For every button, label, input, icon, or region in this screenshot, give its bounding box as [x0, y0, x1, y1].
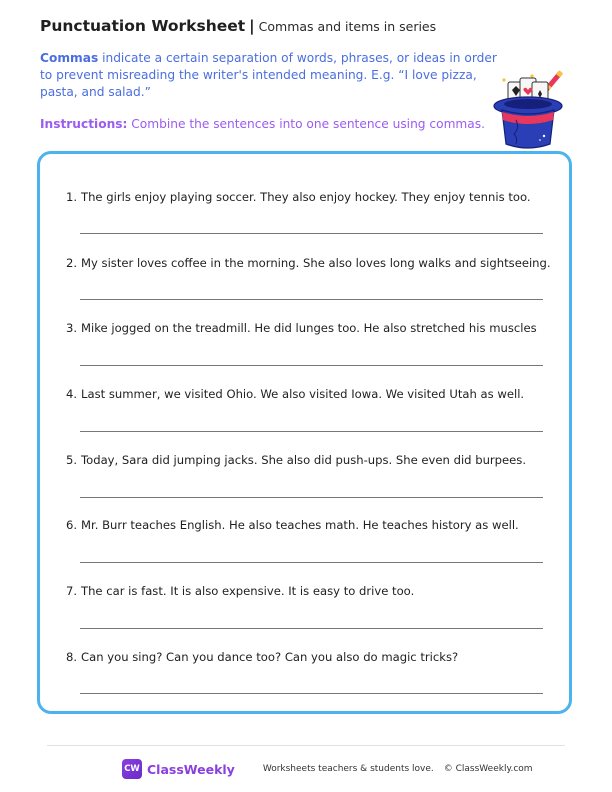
answer-line-5[interactable]	[80, 497, 543, 498]
question-text: My sister loves coffee in the morning. She also loves long walks and sightseeing.	[81, 256, 551, 270]
question-6	[66, 518, 519, 532]
instructions-text: Combine the sentences into one sentence using commas.	[127, 117, 485, 131]
footer-divider	[47, 745, 565, 746]
footer-copyright: © ClassWeekly.com	[443, 764, 533, 774]
question-number: 8.	[66, 650, 78, 664]
question-3	[66, 321, 537, 335]
question-number: 7.	[66, 584, 78, 598]
brand-name: ClassWeekly	[147, 761, 235, 777]
title-separator: |	[249, 17, 255, 35]
question-number: 6.	[66, 518, 78, 532]
answer-line-7[interactable]	[80, 628, 543, 629]
classweekly-logo-icon: CW	[122, 759, 142, 779]
question-text: The girls enjoy playing soccer. They also enjoy hockey. They enjoy tennis too.	[81, 190, 531, 204]
footer-tagline: Worksheets teachers & students love.	[262, 764, 434, 774]
answer-line-3[interactable]	[80, 365, 543, 366]
question-text: The car is fast. It is also expensive. It is easy to drive too.	[81, 584, 415, 598]
magic-hat-icon	[488, 66, 568, 150]
questions-box	[37, 151, 572, 714]
question-number: 5.	[66, 453, 78, 467]
question-5	[66, 453, 526, 467]
answer-line-6[interactable]	[80, 562, 543, 563]
question-text: Today, Sara did jumping jacks. She also did push-ups. She even did burpees.	[81, 453, 527, 467]
question-text: Mr. Burr teaches English. He also teaches math. He teaches history as well.	[81, 518, 519, 532]
answer-line-2[interactable]	[80, 299, 543, 300]
intro-keyword: Commas	[40, 51, 99, 65]
question-7	[66, 584, 414, 598]
worksheet-title: Punctuation Worksheet	[40, 17, 246, 35]
instructions	[40, 117, 485, 131]
question-number: 1.	[66, 190, 78, 204]
worksheet-subtitle: Commas and items in series	[258, 19, 437, 34]
answer-line-4[interactable]	[80, 431, 543, 432]
answer-line-8[interactable]	[80, 693, 543, 694]
intro-paragraph	[40, 50, 500, 101]
intro-text: indicate a certain separation of words, phrases, or ideas in order to prevent misreading the writer's intended meaning. E.g. “I love pizza, pasta, and salad.”	[40, 51, 497, 99]
question-1	[66, 190, 531, 204]
question-8	[66, 650, 458, 664]
question-number: 4.	[66, 387, 78, 401]
question-4	[66, 387, 524, 401]
question-text: Mike jogged on the treadmill. He did lunges too. He also stretched his muscles	[81, 321, 537, 335]
footer	[122, 759, 533, 779]
question-number: 2.	[66, 256, 78, 270]
worksheet-header	[40, 16, 436, 37]
answer-line-1[interactable]	[80, 233, 543, 234]
question-number: 3.	[66, 321, 78, 335]
question-2	[66, 256, 551, 270]
question-text: Last summer, we visited Ohio. We also visited Iowa. We visited Utah as well.	[81, 387, 525, 401]
question-text: Can you sing? Can you dance too? Can you also do magic tricks?	[81, 650, 459, 664]
instructions-label: Instructions:	[40, 117, 128, 131]
